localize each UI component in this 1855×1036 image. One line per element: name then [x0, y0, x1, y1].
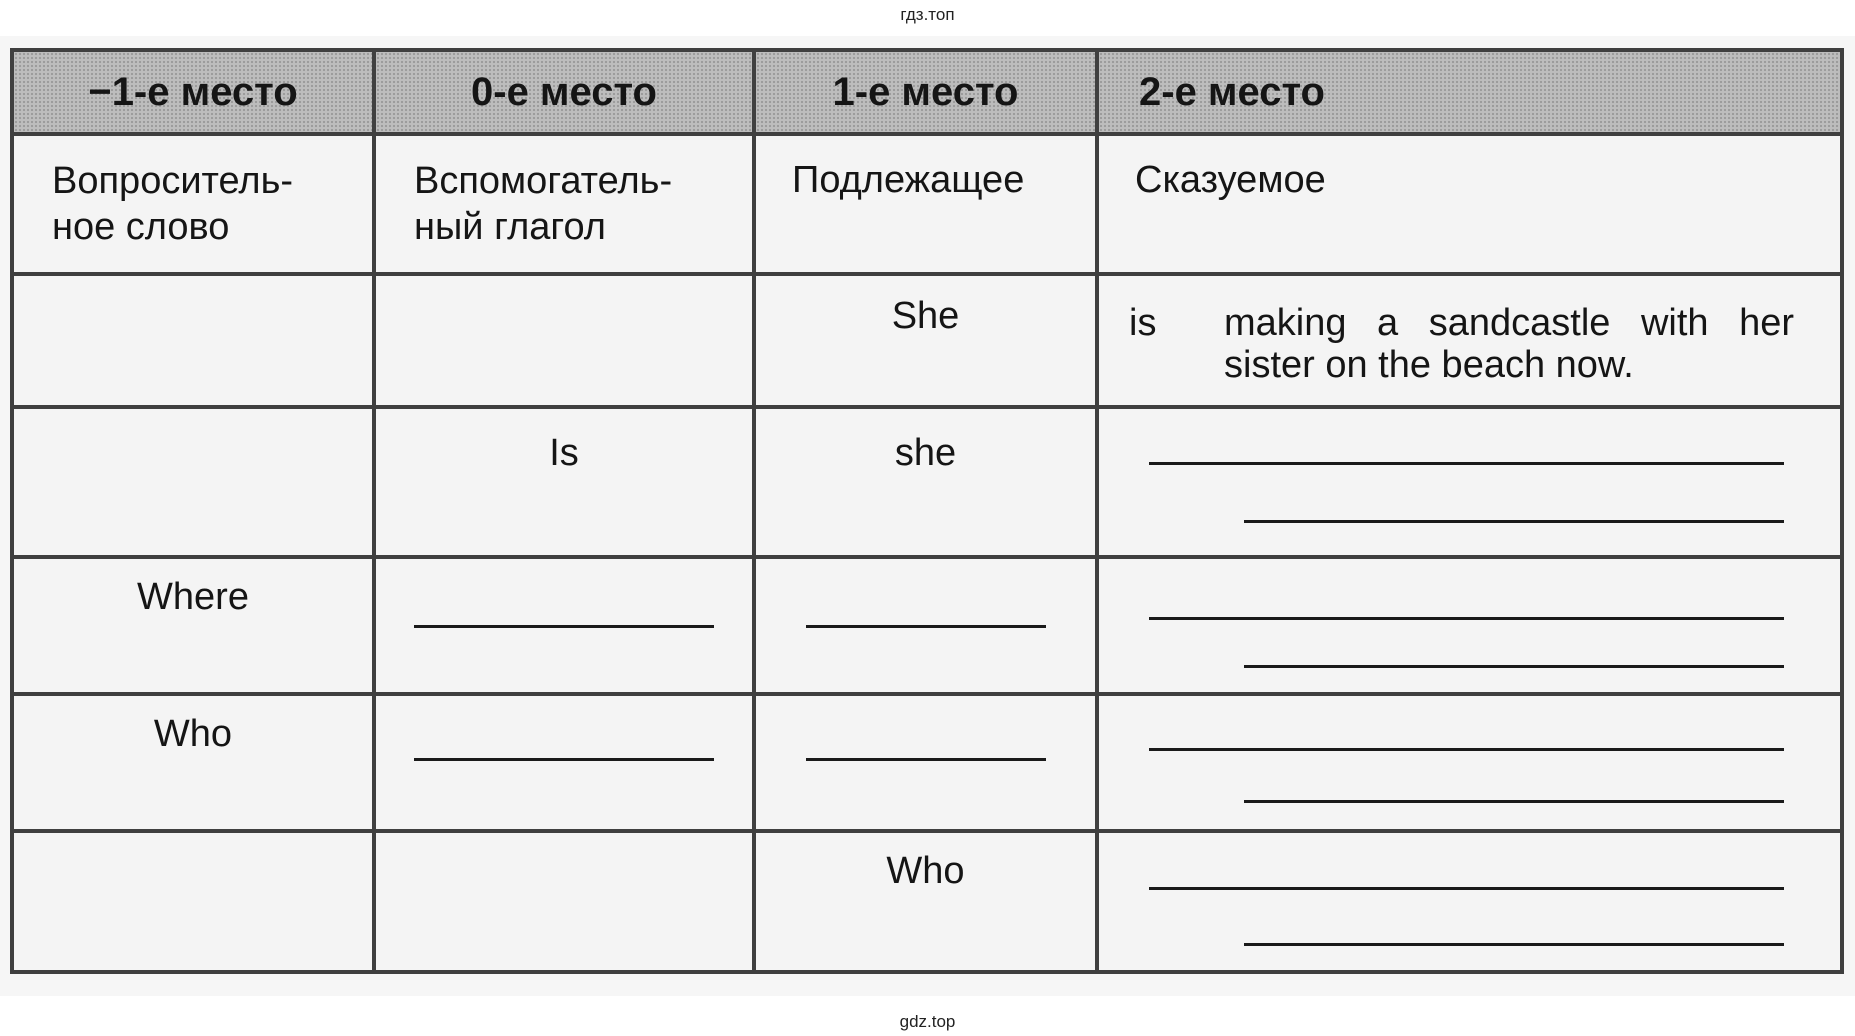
header-second-place: 2-е место — [1097, 50, 1842, 134]
answer-blank-line[interactable] — [414, 758, 714, 761]
header-minus-first-place: −1-е место — [12, 50, 374, 134]
table-header-row — [12, 50, 1842, 134]
table-row — [12, 831, 1842, 972]
predicate-label: Сказуемое — [1135, 159, 1326, 201]
auxiliary-answer: Is — [549, 432, 579, 474]
cell-predicate-label — [1097, 134, 1842, 274]
cell-subject-blank — [754, 694, 1097, 831]
subject-answer: Who — [886, 850, 965, 892]
cell-auxiliary-blank — [374, 557, 754, 694]
cell-subject — [754, 274, 1097, 407]
answer-blank-line[interactable] — [1244, 520, 1784, 523]
table-row — [12, 557, 1842, 694]
watermark-top: гдз.топ — [900, 5, 955, 24]
header-first-place: 1-е место — [754, 50, 1097, 134]
answer-blank-line[interactable] — [1149, 617, 1784, 620]
cell-subject — [754, 407, 1097, 557]
cell-empty — [12, 831, 374, 972]
cell-subject — [754, 831, 1097, 972]
cell-auxiliary-blank — [374, 694, 754, 831]
cell-question-word — [12, 694, 374, 831]
cell-empty — [12, 407, 374, 557]
answer-blank-line[interactable] — [1149, 887, 1784, 890]
cell-auxiliary — [374, 407, 754, 557]
subject-answer: she — [894, 432, 957, 474]
cell-empty — [374, 831, 754, 972]
cell-predicate — [1097, 274, 1842, 407]
question-word-label: Вопроситель- ное слово — [52, 160, 294, 248]
answer-blank-line[interactable] — [1244, 943, 1784, 946]
sentence-structure-table — [10, 48, 1844, 974]
auxiliary-verb-label: Вспомогатель- ный глагол — [414, 160, 673, 248]
cell-subject-label — [754, 134, 1097, 274]
cell-auxiliary-verb-label — [374, 134, 754, 274]
subject-label: Подлежащее — [792, 159, 1025, 201]
cell-question-word — [12, 557, 374, 694]
cell-empty — [374, 274, 754, 407]
answer-blank-line[interactable] — [1244, 665, 1784, 668]
cell-predicate-blank — [1097, 694, 1842, 831]
cell-question-word-label — [12, 134, 374, 274]
answer-blank-line[interactable] — [414, 625, 714, 628]
table-row — [12, 694, 1842, 831]
answer-blank-line[interactable] — [1149, 462, 1784, 465]
cell-subject-blank — [754, 557, 1097, 694]
cell-empty — [12, 274, 374, 407]
question-word-answer: Who — [153, 713, 233, 755]
cell-predicate-blank — [1097, 407, 1842, 557]
cell-predicate-blank — [1097, 831, 1842, 972]
header-zero-place: 0-е место — [374, 50, 754, 134]
predicate-verb: is — [1129, 302, 1157, 344]
question-word-answer: Where — [137, 576, 249, 618]
predicate-rest: making a sandcastle with her sister on the beach now. — [1224, 302, 1794, 386]
answer-blank-line[interactable] — [806, 758, 1046, 761]
answer-blank-line[interactable] — [1244, 800, 1784, 803]
table-row — [12, 134, 1842, 274]
table-row — [12, 407, 1842, 557]
answer-blank-line[interactable] — [1149, 748, 1784, 751]
watermark-bottom: gdz.top — [899, 1012, 956, 1031]
table-row — [12, 274, 1842, 407]
cell-predicate-blank — [1097, 557, 1842, 694]
subject-answer: She — [891, 295, 960, 337]
answer-blank-line[interactable] — [806, 625, 1046, 628]
